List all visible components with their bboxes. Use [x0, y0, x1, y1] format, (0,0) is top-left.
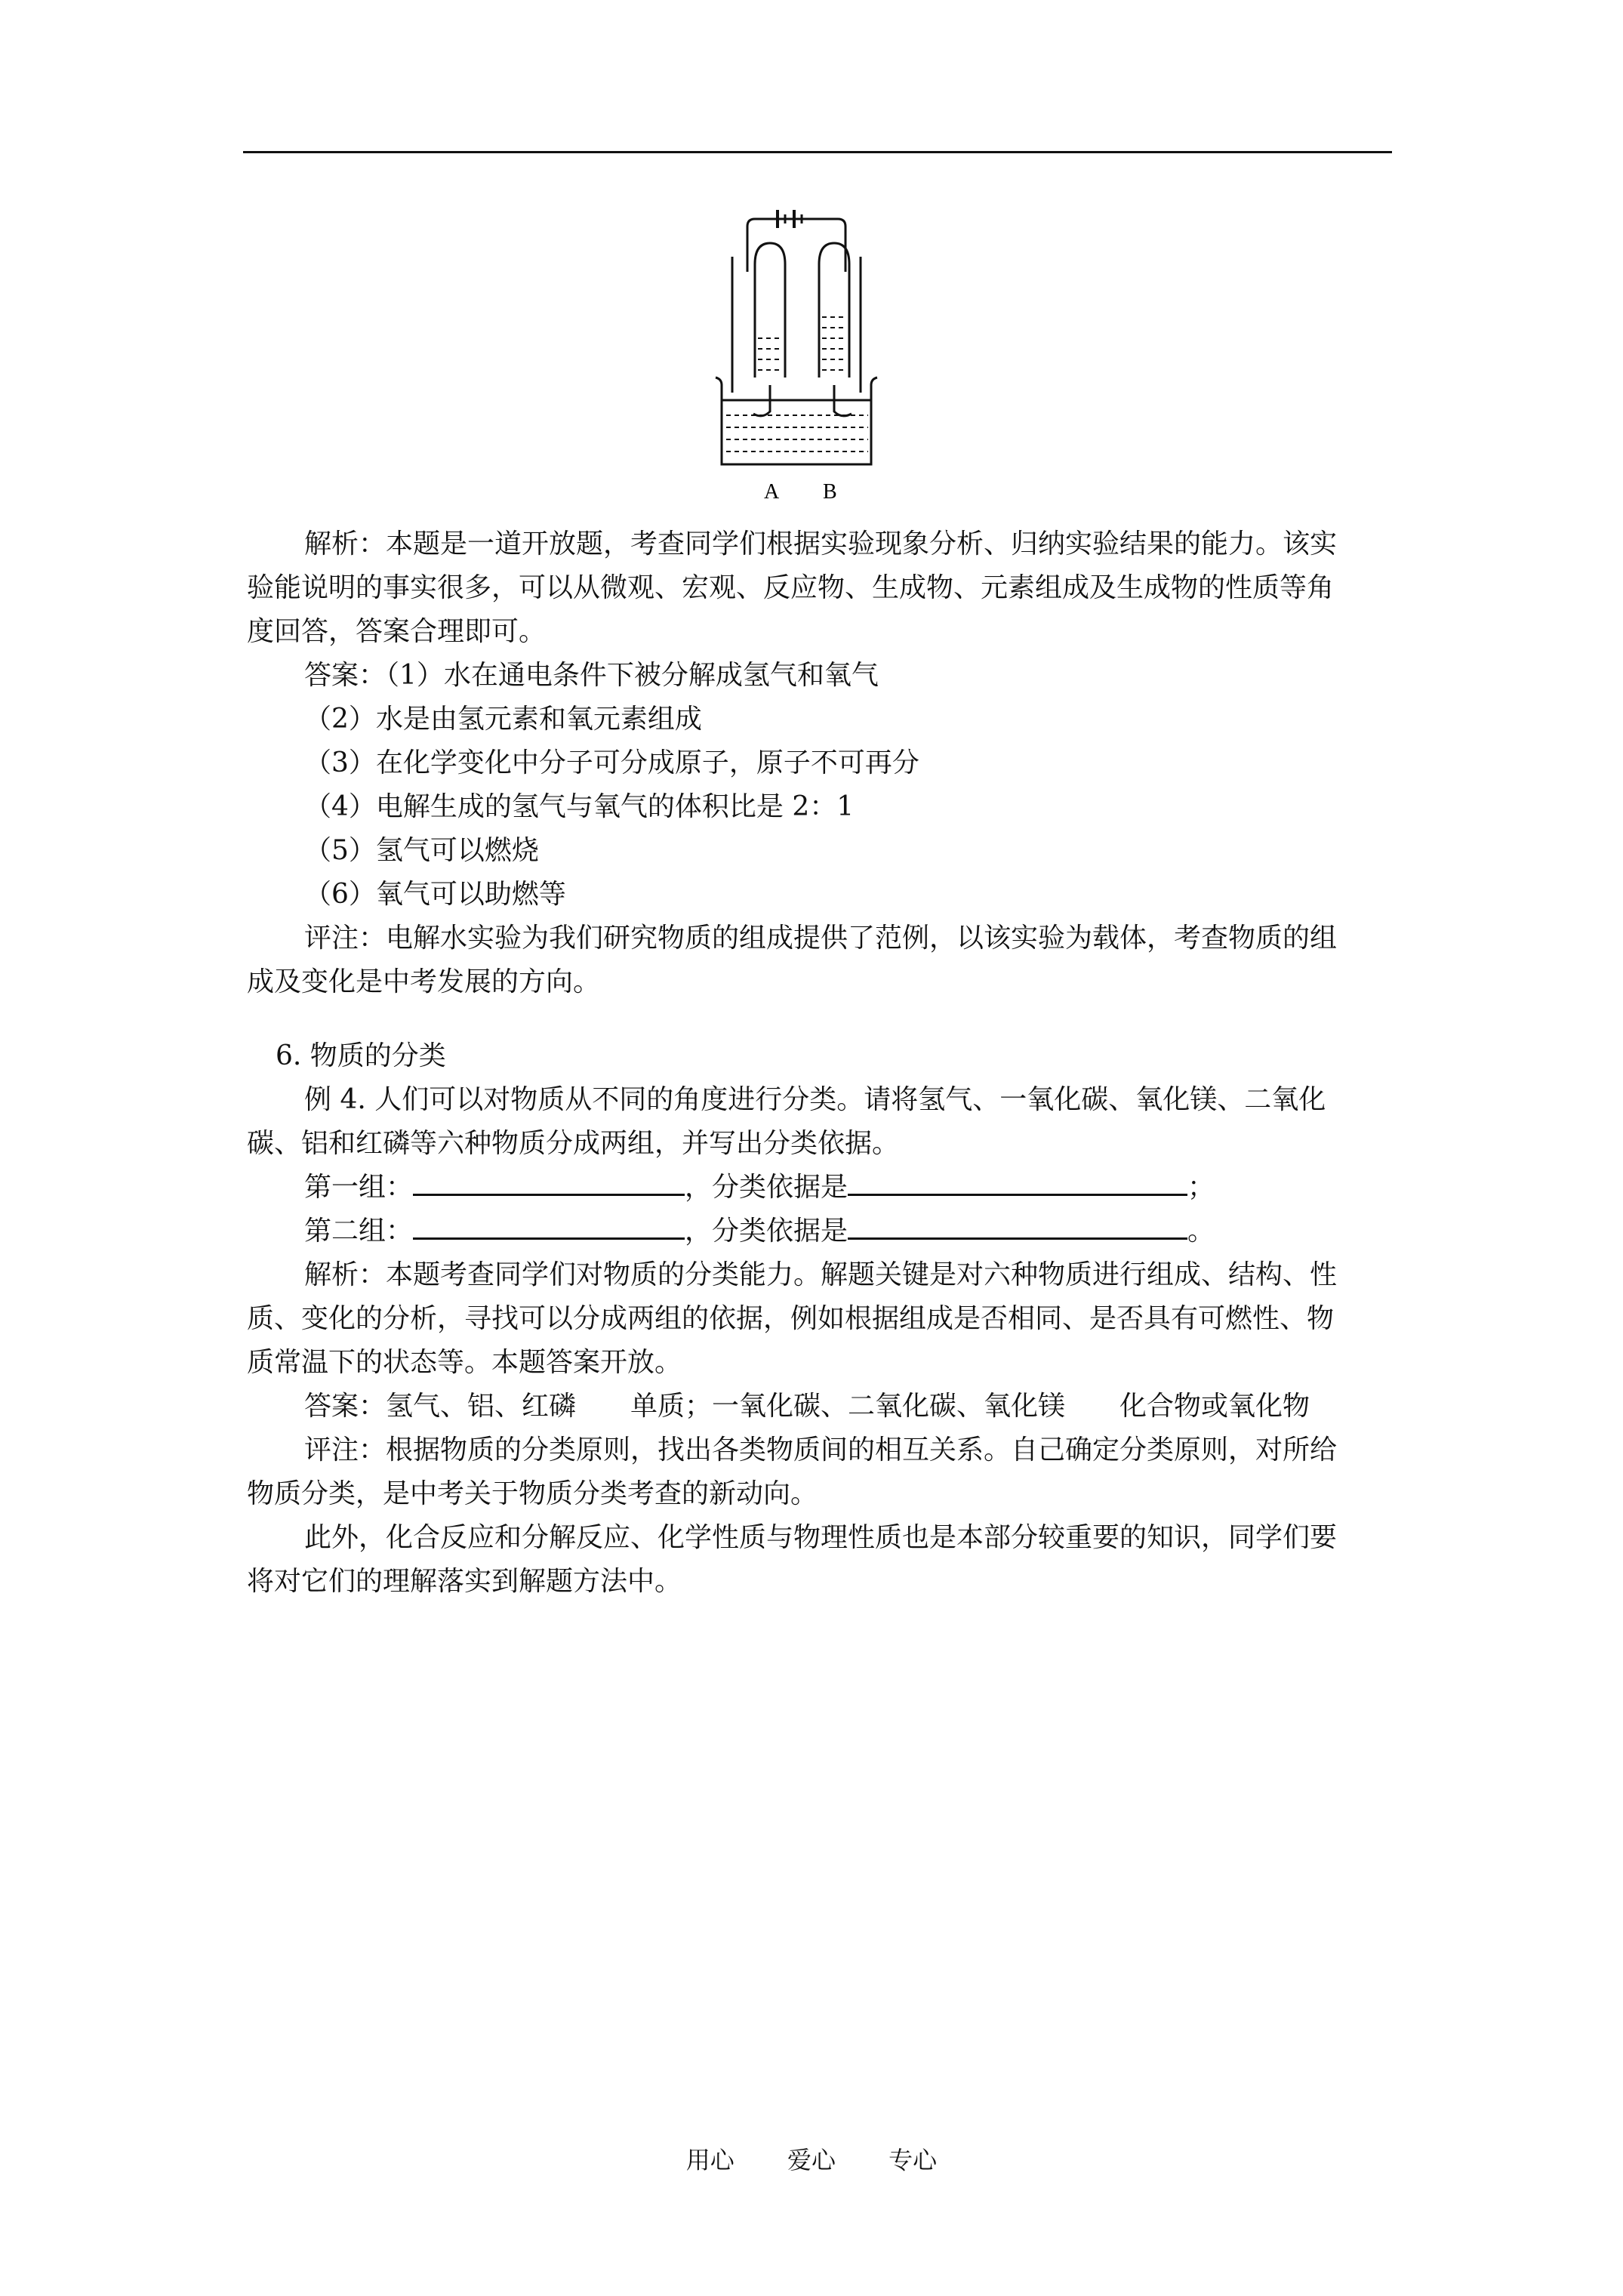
page-footer: [0, 2141, 1623, 2176]
paragraph-line: 度回答，答案合理即可。: [247, 616, 547, 647]
example-line: 例 4. 人们可以对物质从不同的角度进行分类。请将氢气、一氧化碳、氧化镁、二氧化: [304, 1084, 1326, 1115]
comment-line: 评注：根据物质的分类原则，找出各类物质间的相互关系。自己确定分类原则，对所给: [304, 1435, 1338, 1465]
answer-line: 答案：氢气、铝、红磷 单质；一氧化碳、二氧化碳、氧化镁 化合物或氧化物: [304, 1391, 1310, 1422]
comment-line: 评注：电解水实验为我们研究物质的组成提供了范例，以该实验为载体，考查物质的组: [304, 923, 1338, 954]
group-2-blank: [413, 1212, 685, 1240]
group-2-line: 第二组： ，分类依据是 。: [247, 1210, 1406, 1253]
answer-line: （3）在化学变化中分子可分成原子，原子不可再分: [304, 747, 919, 778]
figure-label-b: B: [823, 480, 837, 502]
summary-line: 将对它们的理解落实到解题方法中。: [247, 1566, 682, 1597]
paragraph-line: 验能说明的事实很多，可以从微观、宏观、反应物、生成物、元素组成及生成物的性质等角: [247, 572, 1335, 603]
group-2-basis-blank: [848, 1212, 1187, 1240]
section-classification: [247, 1034, 1406, 1604]
group-1-line: 第一组： ，分类依据是 ；: [247, 1166, 1406, 1210]
analysis-block-1: [247, 522, 1406, 1004]
electrolysis-apparatus-figure: [710, 204, 883, 502]
analysis-line: 质、变化的分析，寻找可以分成两组的依据，例如根据组成是否相同、是否具有可燃性、物: [247, 1303, 1335, 1334]
comment-line: 成及变化是中考发展的方向。: [247, 966, 601, 997]
footer-text: 用心: [685, 2146, 735, 2174]
answer-line: （4）电解生成的氢气与氧气的体积比是 2：1: [304, 791, 855, 822]
answer-line: （2）水是由氢元素和氧元素组成: [304, 704, 702, 735]
group-1-basis-blank: [848, 1168, 1187, 1196]
answer-line: 答案：（1）水在通电条件下被分解成氢气和氧气: [304, 660, 879, 691]
answer-line: （6）氧气可以助燃等: [304, 879, 566, 910]
analysis-line: 解析：本题考查同学们对物质的分类能力。解题关键是对六种物质进行组成、结构、性: [304, 1259, 1338, 1290]
summary-line: 此外，化合反应和分解反应、化学性质与物理性质也是本部分较重要的知识，同学们要: [304, 1522, 1338, 1553]
group-1-blank: [413, 1168, 685, 1196]
comment-line: 物质分类，是中考关于物质分类考查的新动向。: [247, 1478, 818, 1509]
analysis-line: 质常温下的状态等。本题答案开放。: [247, 1347, 682, 1378]
footer-text: 爱心: [787, 2146, 836, 2174]
answer-line: （5）氢气可以燃烧: [304, 835, 539, 866]
example-line: 碳、铝和红磷等六种物质分成两组，并写出分类依据。: [247, 1128, 900, 1159]
header-rule: [243, 151, 1392, 153]
figure-label-a: A: [764, 480, 780, 502]
section-heading: 6. 物质的分类: [276, 1040, 446, 1071]
footer-text: 专心: [888, 2146, 938, 2174]
paragraph-line: 解析：本题是一道开放题，考查同学们根据实验现象分析、归纳实验结果的能力。该实: [304, 529, 1338, 559]
